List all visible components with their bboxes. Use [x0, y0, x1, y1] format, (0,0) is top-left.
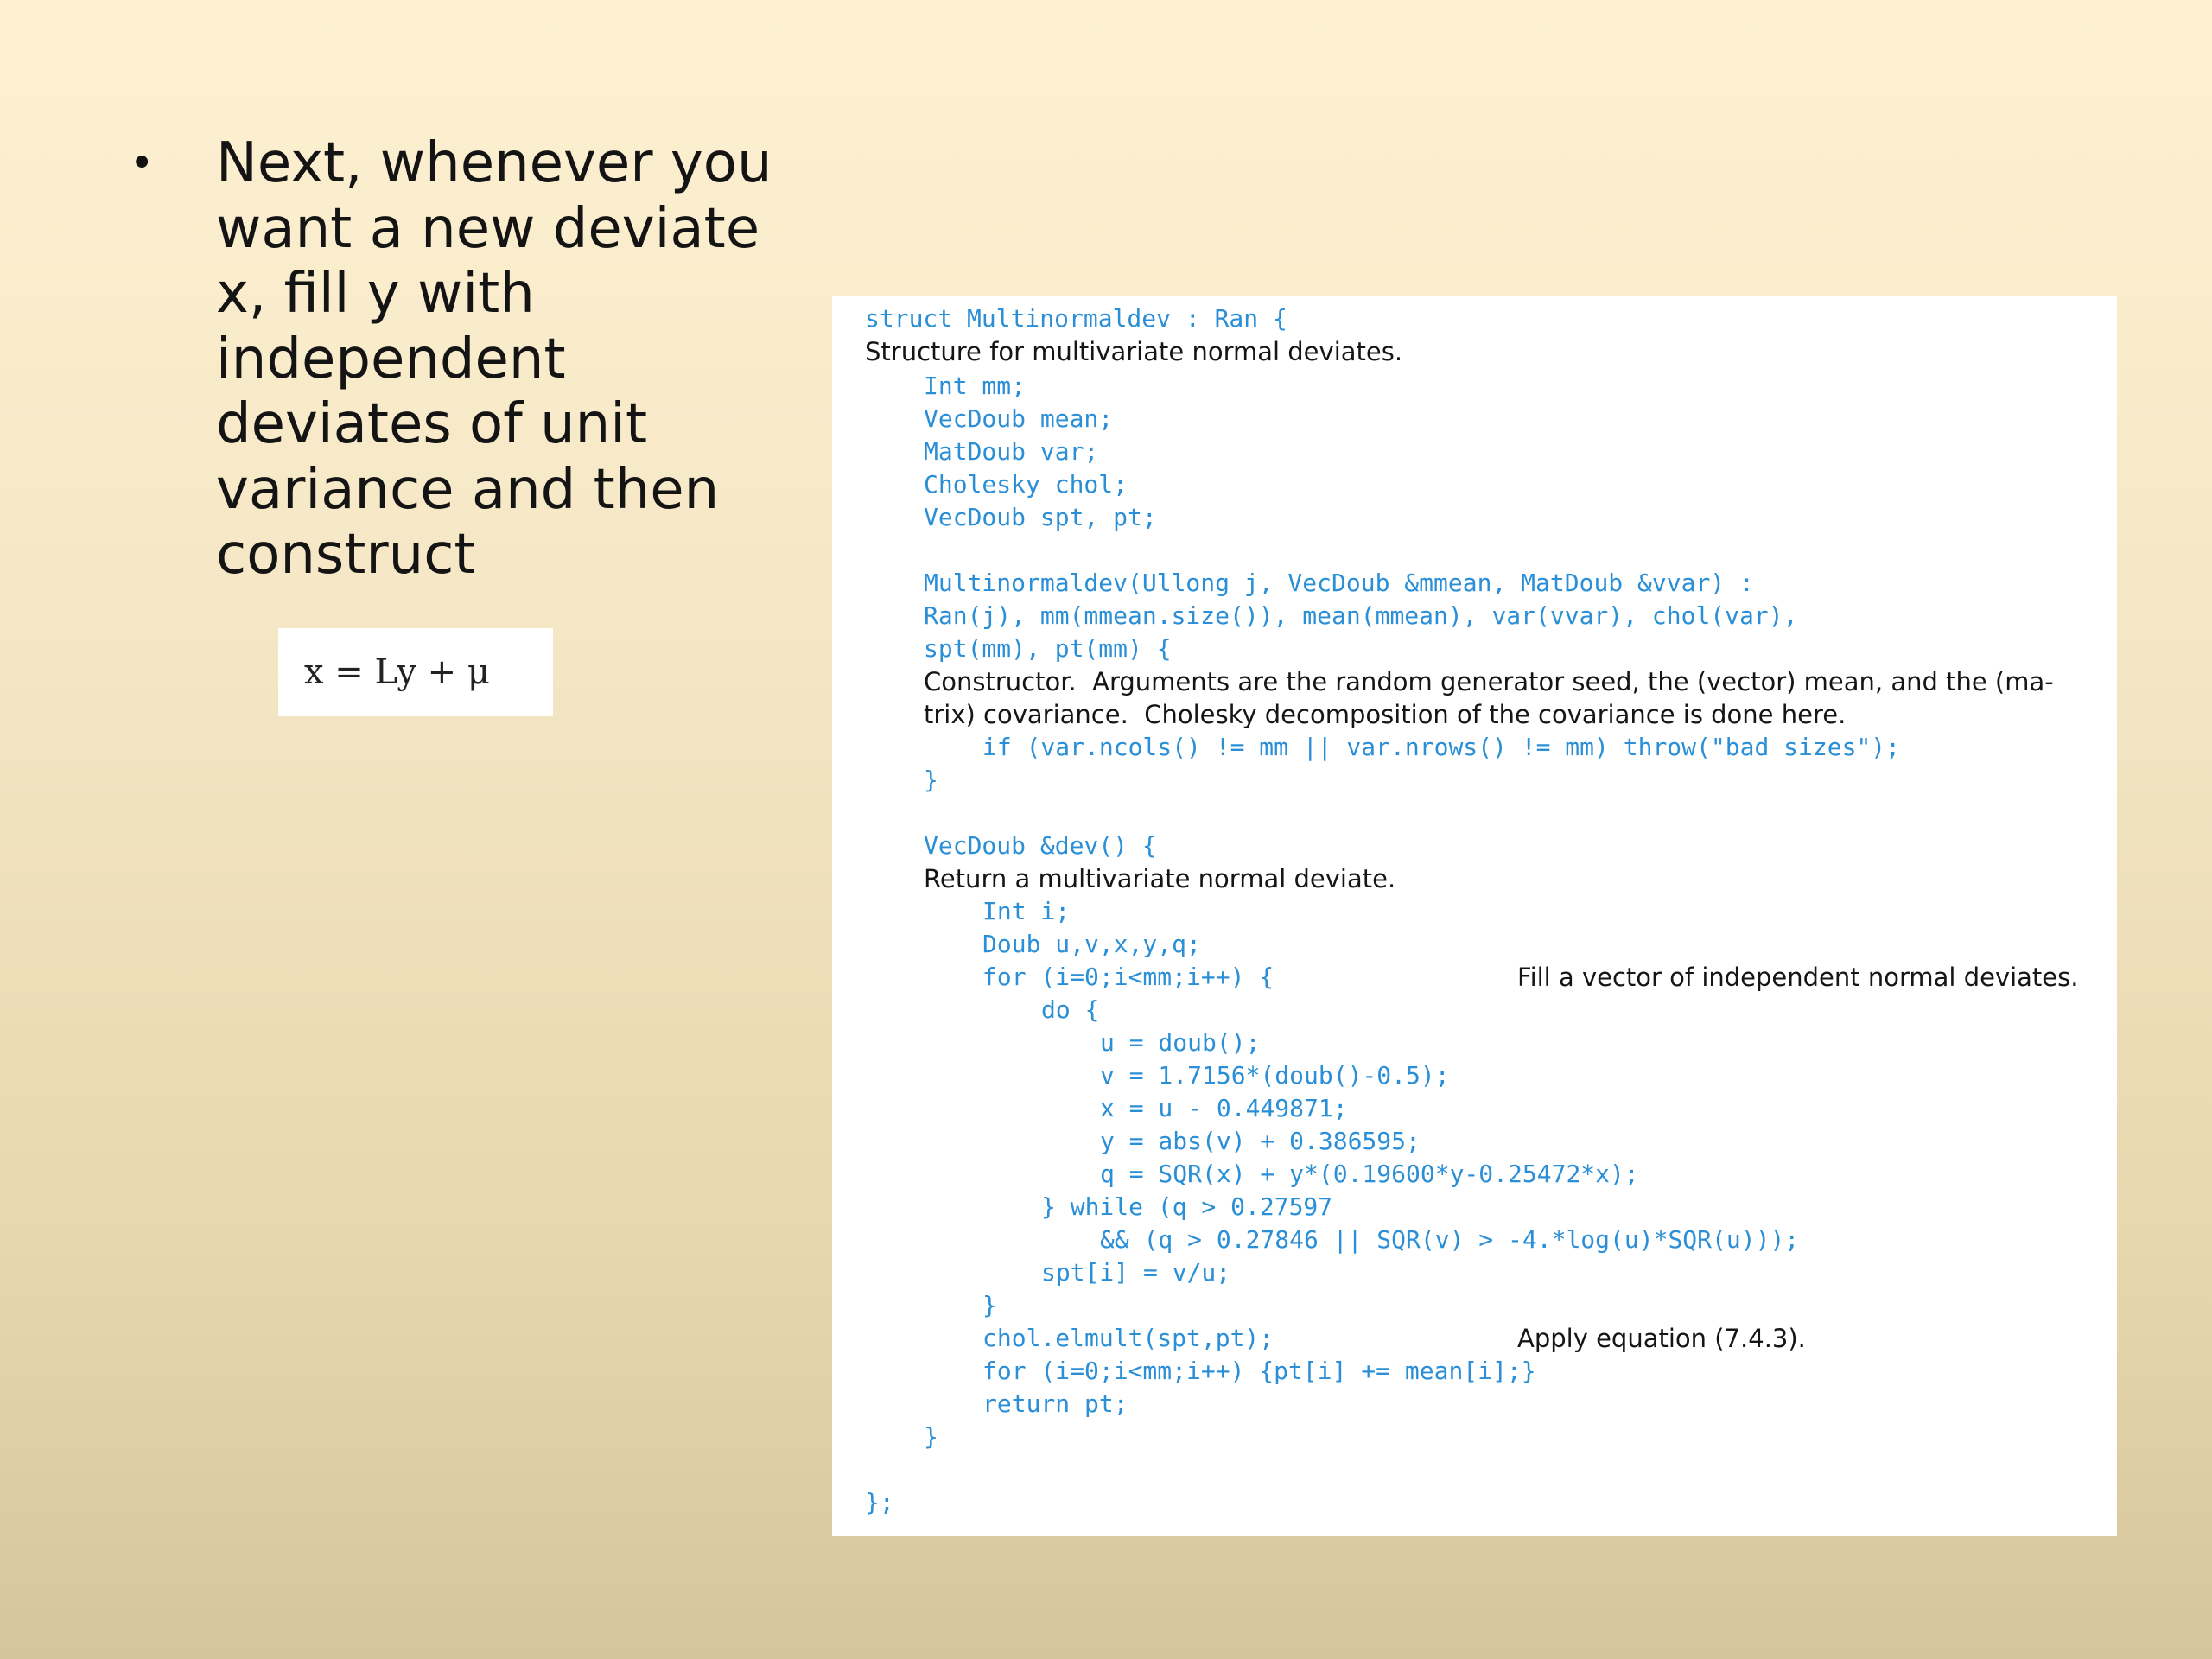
code-line: Ran(j), mm(mmean.size()), mean(mmean), var(vvar), chol(var), [924, 601, 1798, 630]
formula: x = Ly + μ [304, 652, 490, 692]
code-line: y = abs(v) + 0.386595; [1100, 1127, 1421, 1155]
code-line: MatDoub var; [924, 437, 1099, 466]
code-line: Int i; [982, 897, 1071, 925]
code-line: q = SQR(x) + y*(0.19600*y-0.25472*x); [1100, 1160, 1639, 1188]
code-line: spt[i] = v/u; [1041, 1258, 1231, 1287]
bullet-text: Next, whenever you want a new deviate x, fill y with independent deviates of unit variance and then construct [216, 131, 772, 587]
code-line: }; [865, 1488, 894, 1516]
code-line: for (i=0;i<mm;i++) {pt[i] += mean[i];} [982, 1357, 1536, 1385]
code-comment: Constructor. Arguments are the random generator seed, the (vector) mean, and the (ma- [924, 667, 2054, 696]
code-line: } [982, 1291, 997, 1319]
code-line: } while (q > 0.27597 [1041, 1192, 1333, 1221]
bullet-dot: • [130, 139, 155, 188]
code-line: VecDoub &dev() { [924, 831, 1157, 860]
code-line: && (q > 0.27846 || SQR(v) > -4.*log(u)*SQR(u))); [1100, 1225, 1800, 1254]
code-line: Int mm; [924, 372, 1027, 400]
code-line: do { [1041, 995, 1100, 1024]
code-line: if (var.ncols() != mm || var.nrows() != mm) throw("bad sizes"); [982, 733, 1901, 761]
code-line: Cholesky chol; [924, 470, 1128, 499]
code-line: for (i=0;i<mm;i++) { [982, 963, 1274, 991]
code-line: chol.elmult(spt,pt); [982, 1324, 1274, 1352]
code-line: struct Multinormaldev : Ran { [865, 304, 1287, 333]
code-comment: trix) covariance. Cholesky decomposition of the covariance is done here. [924, 700, 1847, 729]
code-comment: Apply equation (7.4.3). [1517, 1324, 1806, 1353]
code-comment: Return a multivariate normal deviate. [924, 864, 1396, 893]
bullet-point [130, 131, 786, 588]
code-line: return pt; [982, 1389, 1128, 1418]
code-line: Doub u,v,x,y,q; [982, 930, 1201, 958]
code-line: x = u - 0.449871; [1100, 1094, 1348, 1122]
formula-box [278, 628, 553, 716]
code-line: Multinormaldev(Ullong j, VecDoub &mmean, MatDoub &vvar) : [924, 569, 1754, 597]
code-comment: Structure for multivariate normal deviates. [865, 337, 1403, 366]
code-line: VecDoub mean; [924, 404, 1114, 433]
code-comment: Fill a vector of independent normal deviates. [1517, 963, 2079, 992]
code-line: } [924, 766, 938, 794]
code-line: VecDoub spt, pt; [924, 503, 1157, 531]
code-line: spt(mm), pt(mm) { [924, 634, 1172, 663]
code-line: } [924, 1422, 938, 1451]
code-line: u = doub(); [1100, 1028, 1261, 1057]
code-listing [832, 296, 2117, 1536]
code-line: v = 1.7156*(doub()-0.5); [1100, 1061, 1450, 1090]
